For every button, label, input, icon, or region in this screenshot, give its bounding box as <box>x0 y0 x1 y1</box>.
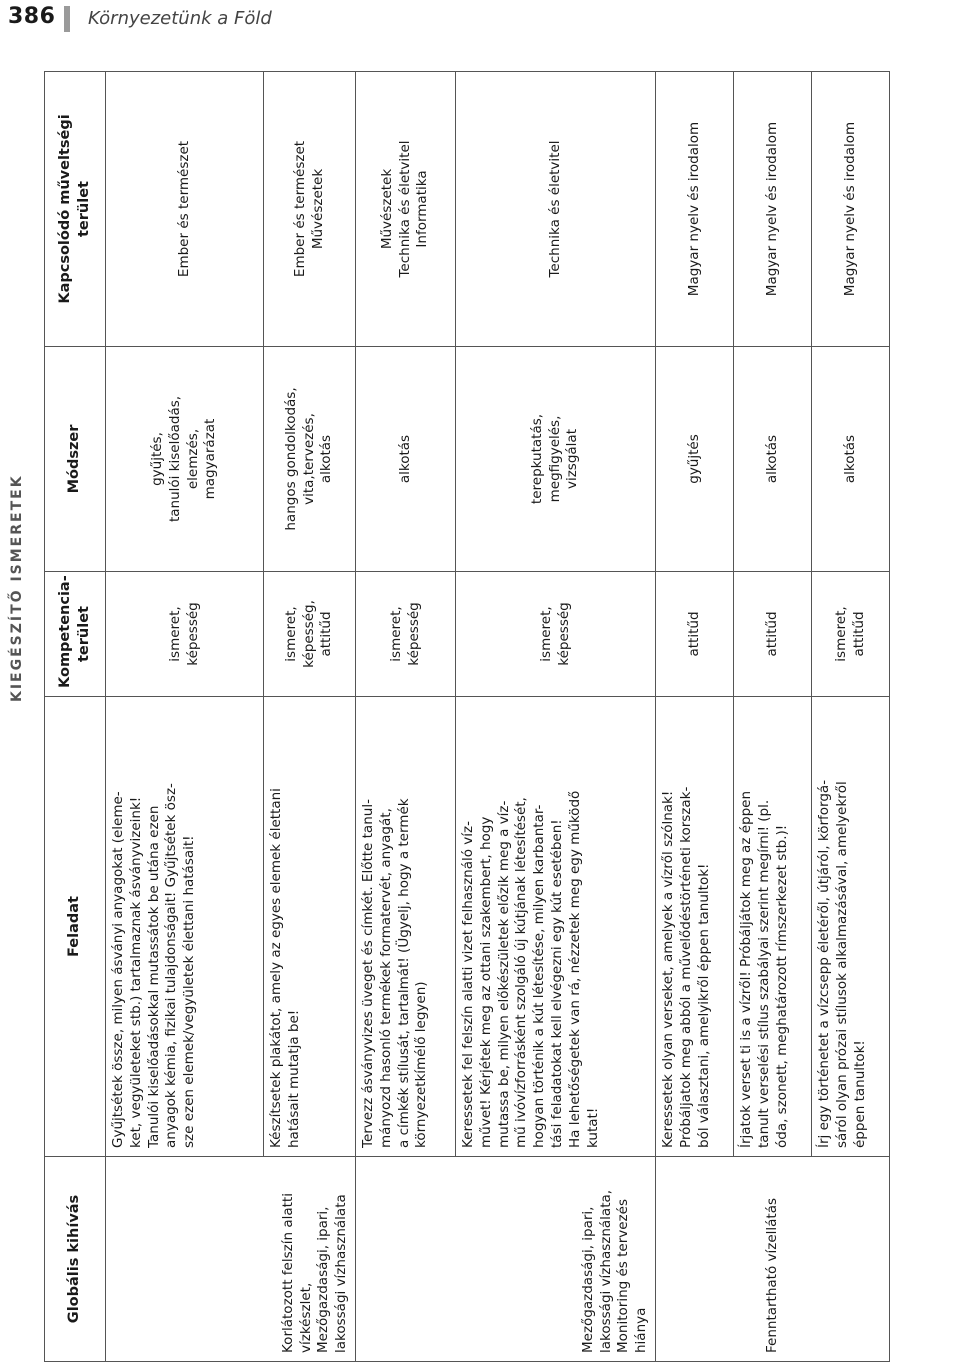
method-cell <box>264 347 356 572</box>
text-line: Ember és természet <box>175 140 192 278</box>
text-line: attitűd <box>763 611 780 657</box>
page-number: 386 <box>8 4 56 29</box>
text-line: gyűjtés <box>685 434 702 484</box>
competence-cell <box>106 572 264 697</box>
text-line: képesség <box>405 602 422 666</box>
area-cell <box>812 72 890 347</box>
text-line: képesség <box>184 602 201 666</box>
competence-cell <box>812 572 890 697</box>
method-text <box>842 355 860 563</box>
text-line: ket, vegyületeket stb.) tartalmaznak ásványvizeink! <box>127 796 144 1148</box>
text-line: attitűd <box>850 611 867 657</box>
task-text <box>816 705 869 1148</box>
area-text <box>764 80 782 338</box>
competence-text <box>388 580 424 688</box>
text-line: Írjatok verset ti is a vízről! Próbáljátok meg az éppen <box>738 790 754 1148</box>
text-line: elemzés, <box>184 428 201 490</box>
text-line: mű ivóvízforrásként szolgáló új kútjának létesítését, <box>513 797 530 1148</box>
area-cell <box>356 72 456 347</box>
text-line: lakossági vízhasználata, <box>597 1189 614 1353</box>
rotated-table-area <box>0 72 870 1362</box>
text-line: Tanulói kiselőadásokkal mutassátok be utána ezen <box>145 805 162 1148</box>
task-cell <box>264 697 356 1157</box>
header-row <box>45 72 106 1362</box>
challenge-text <box>764 1165 782 1353</box>
text-line: terület <box>76 181 92 237</box>
area-cell <box>656 72 734 347</box>
text-line: vita,tervezés, <box>300 413 317 505</box>
method-text <box>686 355 704 563</box>
challenge-cell <box>356 1157 656 1362</box>
text-line: Magyar nyelv és irodalom <box>763 121 780 297</box>
text-line: ismeret, <box>282 606 299 662</box>
method-cell <box>812 347 890 572</box>
text-line: képesség <box>555 602 572 666</box>
text-line: Mezőgazdasági, ipari, <box>315 1206 332 1353</box>
method-text <box>529 355 582 563</box>
competence-text <box>283 580 336 688</box>
area-cell <box>264 72 356 347</box>
text-line: sáról olyan prózai stílusok alkalmazásával, amelyekről <box>833 781 850 1148</box>
col-header-competence <box>45 572 106 697</box>
challenge-cell <box>656 1157 890 1362</box>
method-text <box>283 355 336 563</box>
competence-cell <box>656 572 734 697</box>
text-line: hatásait mutatja be! <box>285 1009 302 1148</box>
area-cell <box>456 72 656 347</box>
text-line: Mezőgazdasági, ipari, <box>579 1206 596 1353</box>
area-text <box>379 80 432 338</box>
text-line: Korlátozott felszín alatti vízkészlet, <box>279 1193 314 1353</box>
text-line: alkotás <box>841 434 858 484</box>
text-line: attitűd <box>318 611 335 657</box>
text-line: Globális kihívás <box>66 1194 83 1324</box>
text-line: ismeret, <box>537 606 554 662</box>
col-header-area <box>45 72 106 347</box>
table-row <box>356 72 456 1362</box>
competence-text <box>686 580 704 688</box>
method-cell <box>356 347 456 572</box>
text-line: Tervezz ásványvizes üveget és címkét. Előtte tanul- <box>360 799 376 1148</box>
competence-cell <box>456 572 656 697</box>
competence-text <box>833 580 869 688</box>
text-line: Kompetencia- <box>56 575 73 688</box>
text-line: Ha lehetőségetek van rá, nézzetek meg egy működő <box>566 790 583 1148</box>
task-cell <box>734 697 812 1157</box>
col-header-challenge <box>45 1157 106 1362</box>
task-cell <box>456 697 656 1157</box>
text-line: óda, szonett, meghatározott rímszerkezet stb.)! <box>773 824 790 1148</box>
task-cell <box>812 697 890 1157</box>
text-line: magyarázat <box>202 418 219 500</box>
challenge-text <box>280 1165 351 1353</box>
area-text <box>292 80 328 338</box>
method-text <box>764 355 782 563</box>
text-line: hiánya <box>633 1307 650 1353</box>
method-text <box>397 355 415 563</box>
text-line: vizsgálat <box>564 428 581 490</box>
task-cell <box>106 697 264 1157</box>
text-line: tanulói kiselőadás, <box>166 395 183 523</box>
task-text <box>110 705 199 1148</box>
text-line: Keressetek olyan verseket, amelyek a vízről szólnak! <box>660 790 676 1148</box>
text-line: alkotás <box>396 434 413 484</box>
text-line: ismeret, <box>387 606 404 662</box>
task-text <box>460 705 603 1148</box>
text-line: Próbáljatok meg abból a művelődéstörténeti korszak- <box>677 786 694 1148</box>
text-line: környezetkímélő legyen) <box>413 981 430 1148</box>
text-line: tanult verselési stílus szabályai szerint megírni! (pl. <box>755 799 772 1148</box>
text-line: mutassa be, milyen előkészületek előzik meg a víz- <box>495 800 512 1148</box>
area-cell <box>734 72 812 347</box>
col-header-task-text <box>65 705 84 1148</box>
text-line: éppen tanultok! <box>851 1040 868 1148</box>
text-line: Technika és életvitel <box>396 140 413 278</box>
competence-cell <box>356 572 456 697</box>
competence-text <box>538 580 574 688</box>
text-line: Feladat <box>66 896 83 958</box>
col-header-competence-text <box>56 575 94 688</box>
text-line: hogyan történik a kút létesítése, milyen karbantar- <box>531 804 548 1148</box>
text-line: ismeret, <box>832 606 849 662</box>
area-cell <box>106 72 264 347</box>
text-line: alkotás <box>763 434 780 484</box>
challenge-text <box>580 1165 651 1353</box>
col-header-method <box>45 347 106 572</box>
method-cell <box>656 347 734 572</box>
text-line: a címkék stílusát, tartalmát! (Ügyelj, hogy a termék <box>395 798 412 1148</box>
text-line: Informatika <box>414 170 431 248</box>
task-cell <box>356 697 456 1157</box>
text-line: Művészetek <box>378 168 395 250</box>
text-line: kutat! <box>584 1107 601 1148</box>
text-line: attitűd <box>685 611 702 657</box>
text-line: gyűjtés, <box>148 432 165 486</box>
text-line: ból választani, amelyikről éppen tanultok! <box>695 863 712 1148</box>
area-text <box>547 80 565 338</box>
task-text <box>660 705 713 1148</box>
col-header-method-text <box>65 355 84 563</box>
task-text <box>268 705 304 1148</box>
text-line: Készítsetek plakátot, amely az egyes elemek élettani <box>268 788 284 1148</box>
text-line: Ember és természet <box>291 140 308 278</box>
text-line: Keressetek fel felszín alatti vizet felhasználó víz- <box>460 821 476 1148</box>
text-line: hangos gondolkodás, <box>282 387 299 531</box>
text-line: művet! Kérjétek meg az ottani szakembert, hogy <box>477 816 494 1148</box>
method-cell <box>456 347 656 572</box>
competence-cell <box>734 572 812 697</box>
task-text <box>360 705 431 1148</box>
area-text <box>176 80 194 338</box>
text-line: megfigyelés, <box>546 415 563 503</box>
text-line: tási feladatokat kell elvégezni egy kút esetében! <box>549 819 566 1148</box>
text-line: mányozd hasonló termékek formatervét, anyagát, <box>377 808 394 1148</box>
activities-table <box>44 71 890 1362</box>
text-line: Magyar nyelv és irodalom <box>685 121 702 297</box>
area-text <box>842 80 860 338</box>
method-cell <box>734 347 812 572</box>
text-line: alkotás <box>318 434 335 484</box>
text-line: lakossági vízhasználata <box>333 1194 350 1353</box>
text-line: sze ezen elemek/vegyületek élettani hatásait! <box>181 835 198 1148</box>
competence-cell <box>264 572 356 697</box>
competence-text <box>167 580 203 688</box>
text-line: Gyűjtsétek össze, milyen ásványi anyagokat (eleme- <box>110 791 126 1148</box>
book-title: Környezetünk a Föld <box>88 8 272 29</box>
text-line: Írj egy történetet a vízcsepp életéről, útjáról, körforgá- <box>816 779 832 1148</box>
header-divider <box>64 6 70 32</box>
text-line: Magyar nyelv és irodalom <box>841 121 858 297</box>
table-row <box>656 72 734 1362</box>
text-line: Módszer <box>66 424 83 494</box>
text-line: Technika és életvitel <box>546 140 563 278</box>
task-text <box>738 705 791 1148</box>
text-line: ismeret, <box>166 606 183 662</box>
col-header-area-text <box>56 80 94 338</box>
col-header-challenge-text <box>65 1165 84 1353</box>
section-label: KIEGÉSZÍTŐ ISMERETEK <box>9 474 25 702</box>
task-cell <box>656 697 734 1157</box>
text-line: Kapcsolódó műveltségi <box>56 114 73 304</box>
table-row <box>106 72 264 1362</box>
challenge-cell <box>106 1157 356 1362</box>
text-line: Fenntartható vízellátás <box>763 1197 780 1353</box>
text-line: Monitoring és tervezés <box>615 1199 632 1353</box>
page-header <box>0 0 960 40</box>
text-line: képesség, <box>300 600 317 668</box>
method-text <box>149 355 220 563</box>
text-line: terület <box>76 606 92 662</box>
area-text <box>686 80 704 338</box>
text-line: anyagok kémia, fizikai tulajdonságait! Gyűjtsétek ösz- <box>163 783 180 1148</box>
col-header-task <box>45 697 106 1157</box>
competence-text <box>764 580 782 688</box>
method-cell <box>106 347 264 572</box>
text-line: terepkutatás, <box>528 413 545 505</box>
text-line: Művészetek <box>309 168 326 250</box>
